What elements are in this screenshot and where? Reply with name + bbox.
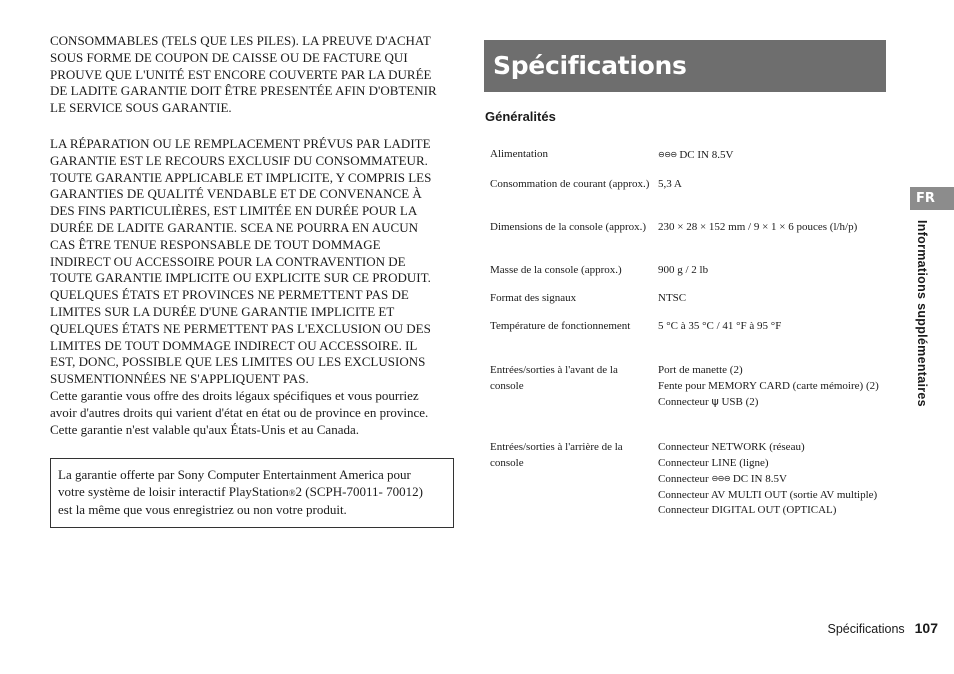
spec-value — [658, 147, 890, 177]
spec-value-text: DC IN 8.5V — [679, 149, 734, 161]
spec-value-text: USB (2) — [721, 396, 759, 408]
warranty-notice-text-start: La garantie offerte par Sony Computer Entertainment America pour votre système de loisir interactif PlayStation — [58, 467, 411, 500]
spec-value: 230 × 28 × 152 mm / 9 × 1 × 6 pouces (l/h/p) — [658, 221, 858, 233]
spec-value: 900 g / 2 lb — [658, 264, 709, 276]
warranty-notice-box — [50, 458, 454, 527]
spec-value — [658, 440, 890, 519]
spec-value-line: Port de manette (2) — [658, 364, 743, 376]
warranty-paragraph-rights: Cette garantie vous offre des droits légaux spécifiques et vous pourriez avoir d'autres droits qui varient d'état en état ou de province en province. Cette garantie n'est valable qu'aux États-Unis et au Canada. — [50, 387, 429, 437]
warranty-paragraph-proof: CONSOMMABLES (TELS QUE LES PILES). LA PREUVE D'ACHAT SOUS FORME DE COUPON DE CAISSE OU DE FACTURE QUI PROUVE QUE L'UNITÉ EST ENCORE COUVERTE PAR LA DURÉE DE LADITE GARANTIE DOIT ÊTRE PRESENTÉE AFIN D'OBTENIR LE SERVICE SOUS GARANTIE. — [50, 33, 437, 116]
page-number: 107 — [914, 620, 938, 636]
chapter-side-label: Informations supplémentaires — [915, 220, 929, 407]
spec-value: NTSC — [658, 292, 687, 304]
spec-value-line — [658, 394, 890, 411]
spec-label: Entrées/sorties à l'arrière de la console — [490, 441, 623, 469]
warranty-text-column — [50, 33, 454, 528]
page-footer — [828, 620, 938, 636]
spec-value-line: Connecteur AV MULTI OUT (sortie AV multiple) — [658, 488, 878, 501]
specifications-table — [490, 147, 890, 519]
section-heading-general: Généralités — [485, 109, 556, 124]
language-tab: FR — [910, 187, 954, 210]
spec-value: 5,3 A — [658, 178, 682, 190]
footer-section-title: Spécifications — [827, 622, 905, 636]
spec-row-mass — [490, 263, 890, 291]
spec-value-line: Connecteur NETWORK (réseau) — [658, 441, 805, 453]
spec-value-line: Connecteur DIGITAL OUT (OPTICAL) — [658, 504, 837, 516]
spec-row-rear-io — [490, 440, 890, 519]
warranty-paragraph-limits: LA RÉPARATION OU LE REMPLACEMENT PRÉVUS PAR LADITE GARANTIE EST LE RECOURS EXCLUSIF DU CONSOMMATEUR. TOUTE GARANTIE APPLICABLE ET IMPLICITE, Y COMPRIS LES GARANTIES DE QUALITÉ VENDABLE ET DE CONVENANCE À DES FINS PARTICULIÈRES, EST LIMITÉE EN DURÉE POUR LA DURÉE DE LADITE GARANTIE. SCEA NE POURRA EN AUCUN CAS ÊTRE TENUE RESPONSABLE DE TOUT DOMMAGE INDIRECT OU ACCESSOIRE POUR LA CONTRAVENTION DE TOUTE GARANTIE IMPLICITE OU EXPLICITE SUR CE PRODUIT. QUELQUES ÉTATS ET PROVINCES NE PERMETTENT PAS DE LIMITES SUR LA DURÉE D'UNE GARANTIE IMPLICITE ET QUELQUES ÉTATS NE PERMETTENT PAS L'EXCLUSION OU DES LIMITES DE TOUT DOMMAGE INDIRECT OU ACCESSOIRE. IL EST, DONC, POSSIBLE QUE LES LIMITES OU LES EXCLUSIONS SUSMENTIONNÉES NE S'APPLIQUENT PAS. — [50, 135, 432, 387]
spec-row-consumption — [490, 177, 890, 220]
spec-value-line — [658, 471, 890, 488]
usb-icon: ψ — [711, 395, 719, 408]
spec-label: Entrées/sorties à l'avant de la console — [490, 364, 618, 392]
spec-value-line: Fente pour MEMORY CARD (carte mémoire) (2) — [658, 379, 879, 392]
spec-row-temperature — [490, 319, 890, 363]
page-title: Spécifications — [484, 40, 886, 92]
spec-value: 5 °C à 35 °C / 41 °F à 95 °F — [658, 320, 782, 332]
spec-value-text: DC IN 8.5V — [732, 473, 787, 485]
spec-value-text: Connecteur — [658, 473, 709, 485]
dc-polarity-icon: ⊖⊖⊖ — [711, 474, 731, 483]
spec-value-text: Connecteur — [658, 396, 709, 408]
spec-label: Alimentation — [490, 148, 549, 160]
spec-label: Format des signaux — [490, 292, 577, 304]
registered-mark: ® — [288, 488, 296, 499]
spec-row-power — [490, 147, 890, 177]
spec-value — [658, 363, 890, 440]
spec-value-line: Connecteur LINE (ligne) — [658, 456, 769, 469]
spec-row-signal-format — [490, 291, 890, 319]
spec-label: Dimensions de la console (approx.) — [490, 221, 647, 233]
spec-label: Consommation de courant (approx.) — [490, 178, 650, 190]
spec-row-dimensions — [490, 220, 890, 263]
spec-label: Température de fonctionnement — [490, 320, 631, 332]
dc-polarity-icon: ⊖⊖⊖ — [658, 150, 677, 159]
warranty-notice-text-end: 2 (SCPH-70011- 70012) est la même que vous enregistriez ou non votre produit. — [58, 484, 423, 517]
spec-row-front-io — [490, 363, 890, 440]
spec-label: Masse de la console (approx.) — [490, 264, 622, 276]
